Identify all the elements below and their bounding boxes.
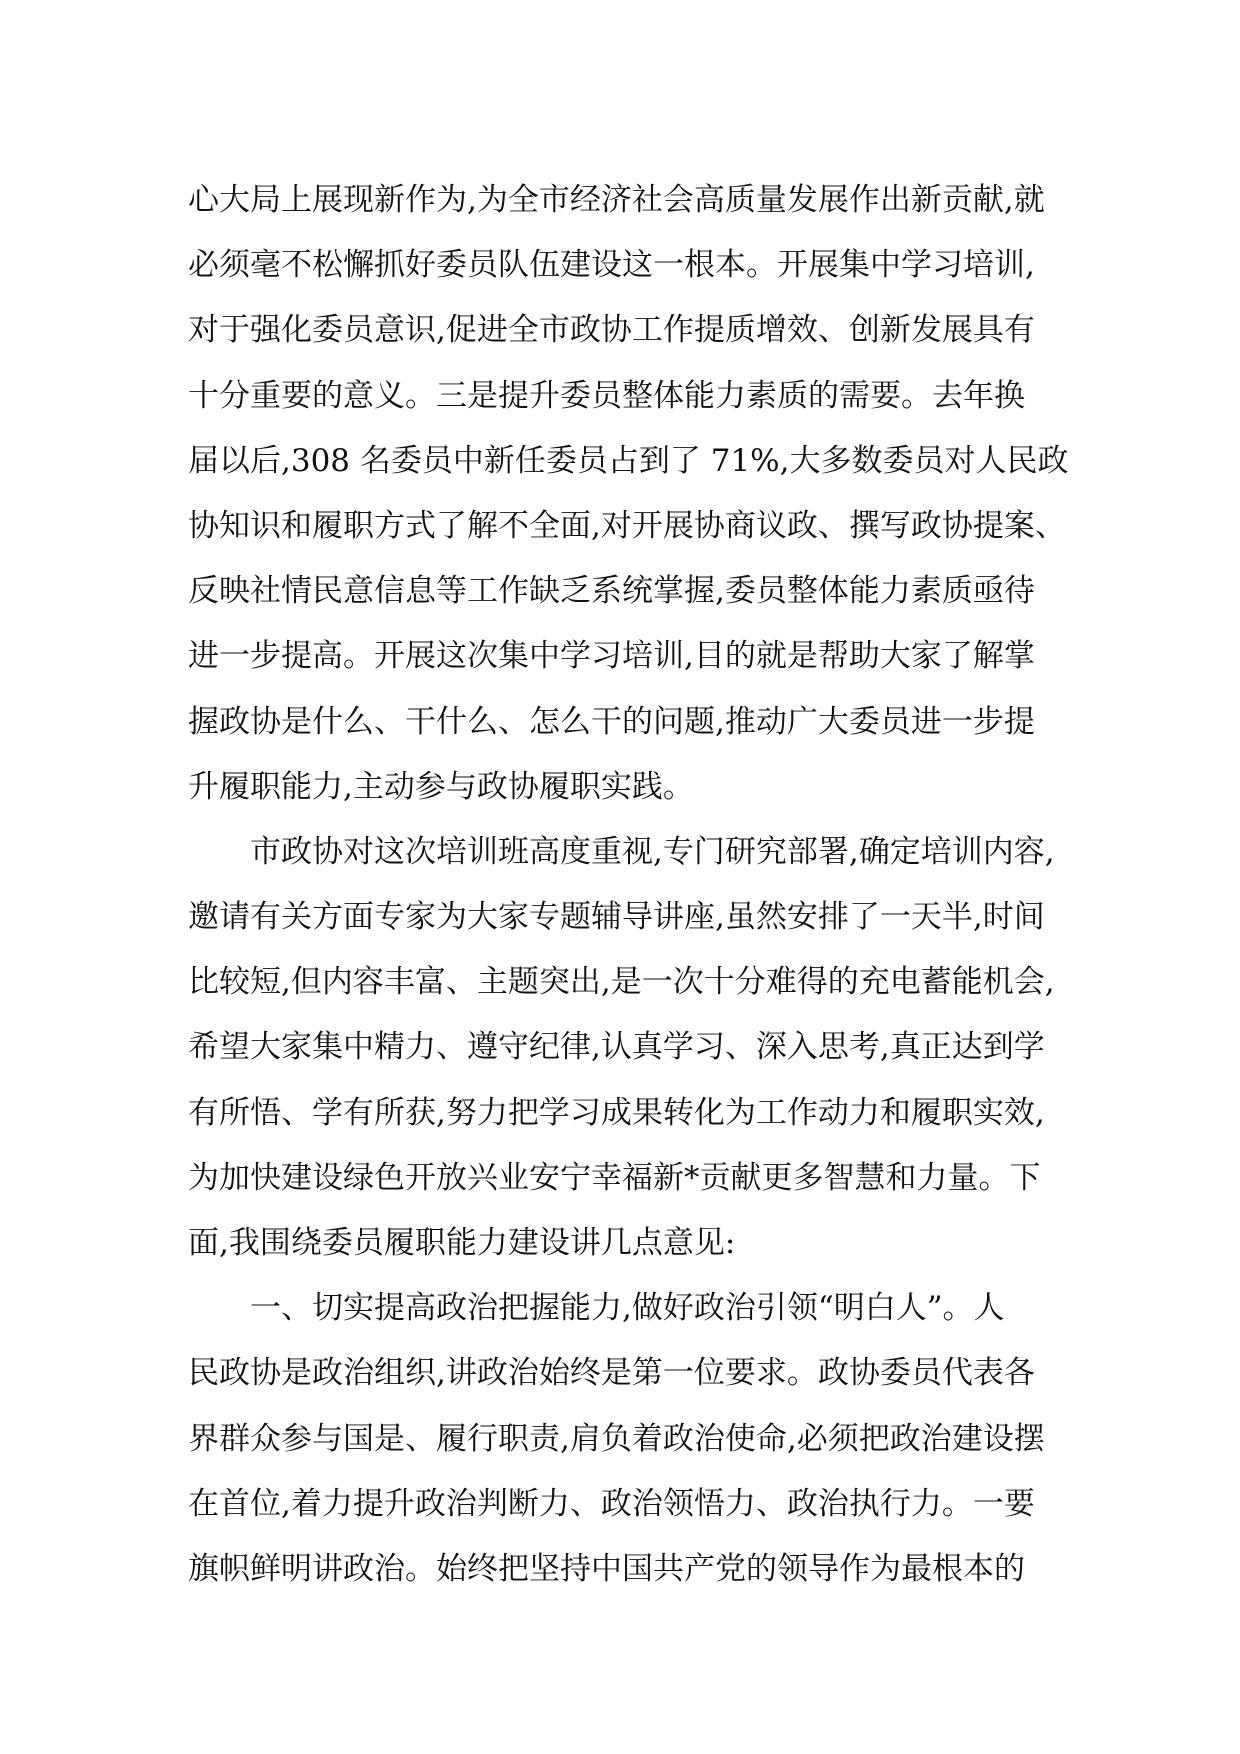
text-line: 反映社情民意信息等工作缺乏系统掌握,委员整体能力素质亟待 xyxy=(188,573,1035,610)
text-line: 在首位,着力提升政治判断力、政治领悟力、政治执行力。一要 xyxy=(188,1485,1035,1522)
text-line: 有所悟、学有所获,努力把学习成果转化为工作动力和履职实效, xyxy=(188,1094,1045,1131)
text-line: 民政协是政治组织,讲政治始终是第一位要求。政协委员代表各 xyxy=(188,1355,1035,1392)
text-line: 界群众参与国是、履行职责,肩负着政治使命,必须把政治建设摆 xyxy=(188,1420,1045,1457)
text-line: 市政协对这次培训班高度重视,专门研究部署,确定培训内容, xyxy=(250,833,1055,870)
text-line: 希望大家集中精力、遵守纪律,认真学习、深入思考,真正达到学 xyxy=(188,1029,1045,1066)
text-line: 为加快建设绿色开放兴业安宁幸福新*贡献更多智慧和力量。下 xyxy=(188,1159,1041,1196)
body-text xyxy=(188,168,1068,1602)
text-line: 协知识和履职方式了解不全面,对开展协商议政、撰写政协提案、 xyxy=(188,507,1066,544)
text-line: 必须毫不松懈抓好委员队伍建设这一根本。开展集中学习培训, xyxy=(188,247,1035,284)
text-line: 十分重要的意义。三是提升委员整体能力素质的需要。去年换 xyxy=(188,377,1025,414)
text-line: 握政协是什么、干什么、怎么干的问题,推动广大委员进一步提 xyxy=(188,703,1035,740)
text-line: 对于强化委员意识,促进全市政协工作提质增效、创新发展具有 xyxy=(188,312,1035,349)
text-line: 一、切实提高政治把握能力,做好政治引领“明白人”。人 xyxy=(250,1290,1005,1327)
text-line: 届以后,308 名委员中新任委员占到了 71%,大多数委员对人民政 xyxy=(188,442,1069,479)
text-line: 进一步提高。开展这次集中学习培训,目的就是帮助大家了解掌 xyxy=(188,638,1035,675)
text-line: 旗帜鲜明讲政治。始终把坚持中国共产党的领导作为最根本的 xyxy=(188,1550,1025,1587)
text-line: 升履职能力,主动参与政协履职实践。 xyxy=(188,768,694,805)
text-line: 邀请有关方面专家为大家专题辅导讲座,虽然安排了一天半,时间 xyxy=(188,899,1045,936)
text-line: 面,我围绕委员履职能力建设讲几点意见: xyxy=(188,1225,736,1261)
text-line: 比较短,但内容丰富、主题突出,是一次十分难得的充电蓄能机会, xyxy=(188,964,1055,1001)
text-line: 心大局上展现新作为,为全市经济社会高质量发展作出新贡献,就 xyxy=(188,182,1045,218)
